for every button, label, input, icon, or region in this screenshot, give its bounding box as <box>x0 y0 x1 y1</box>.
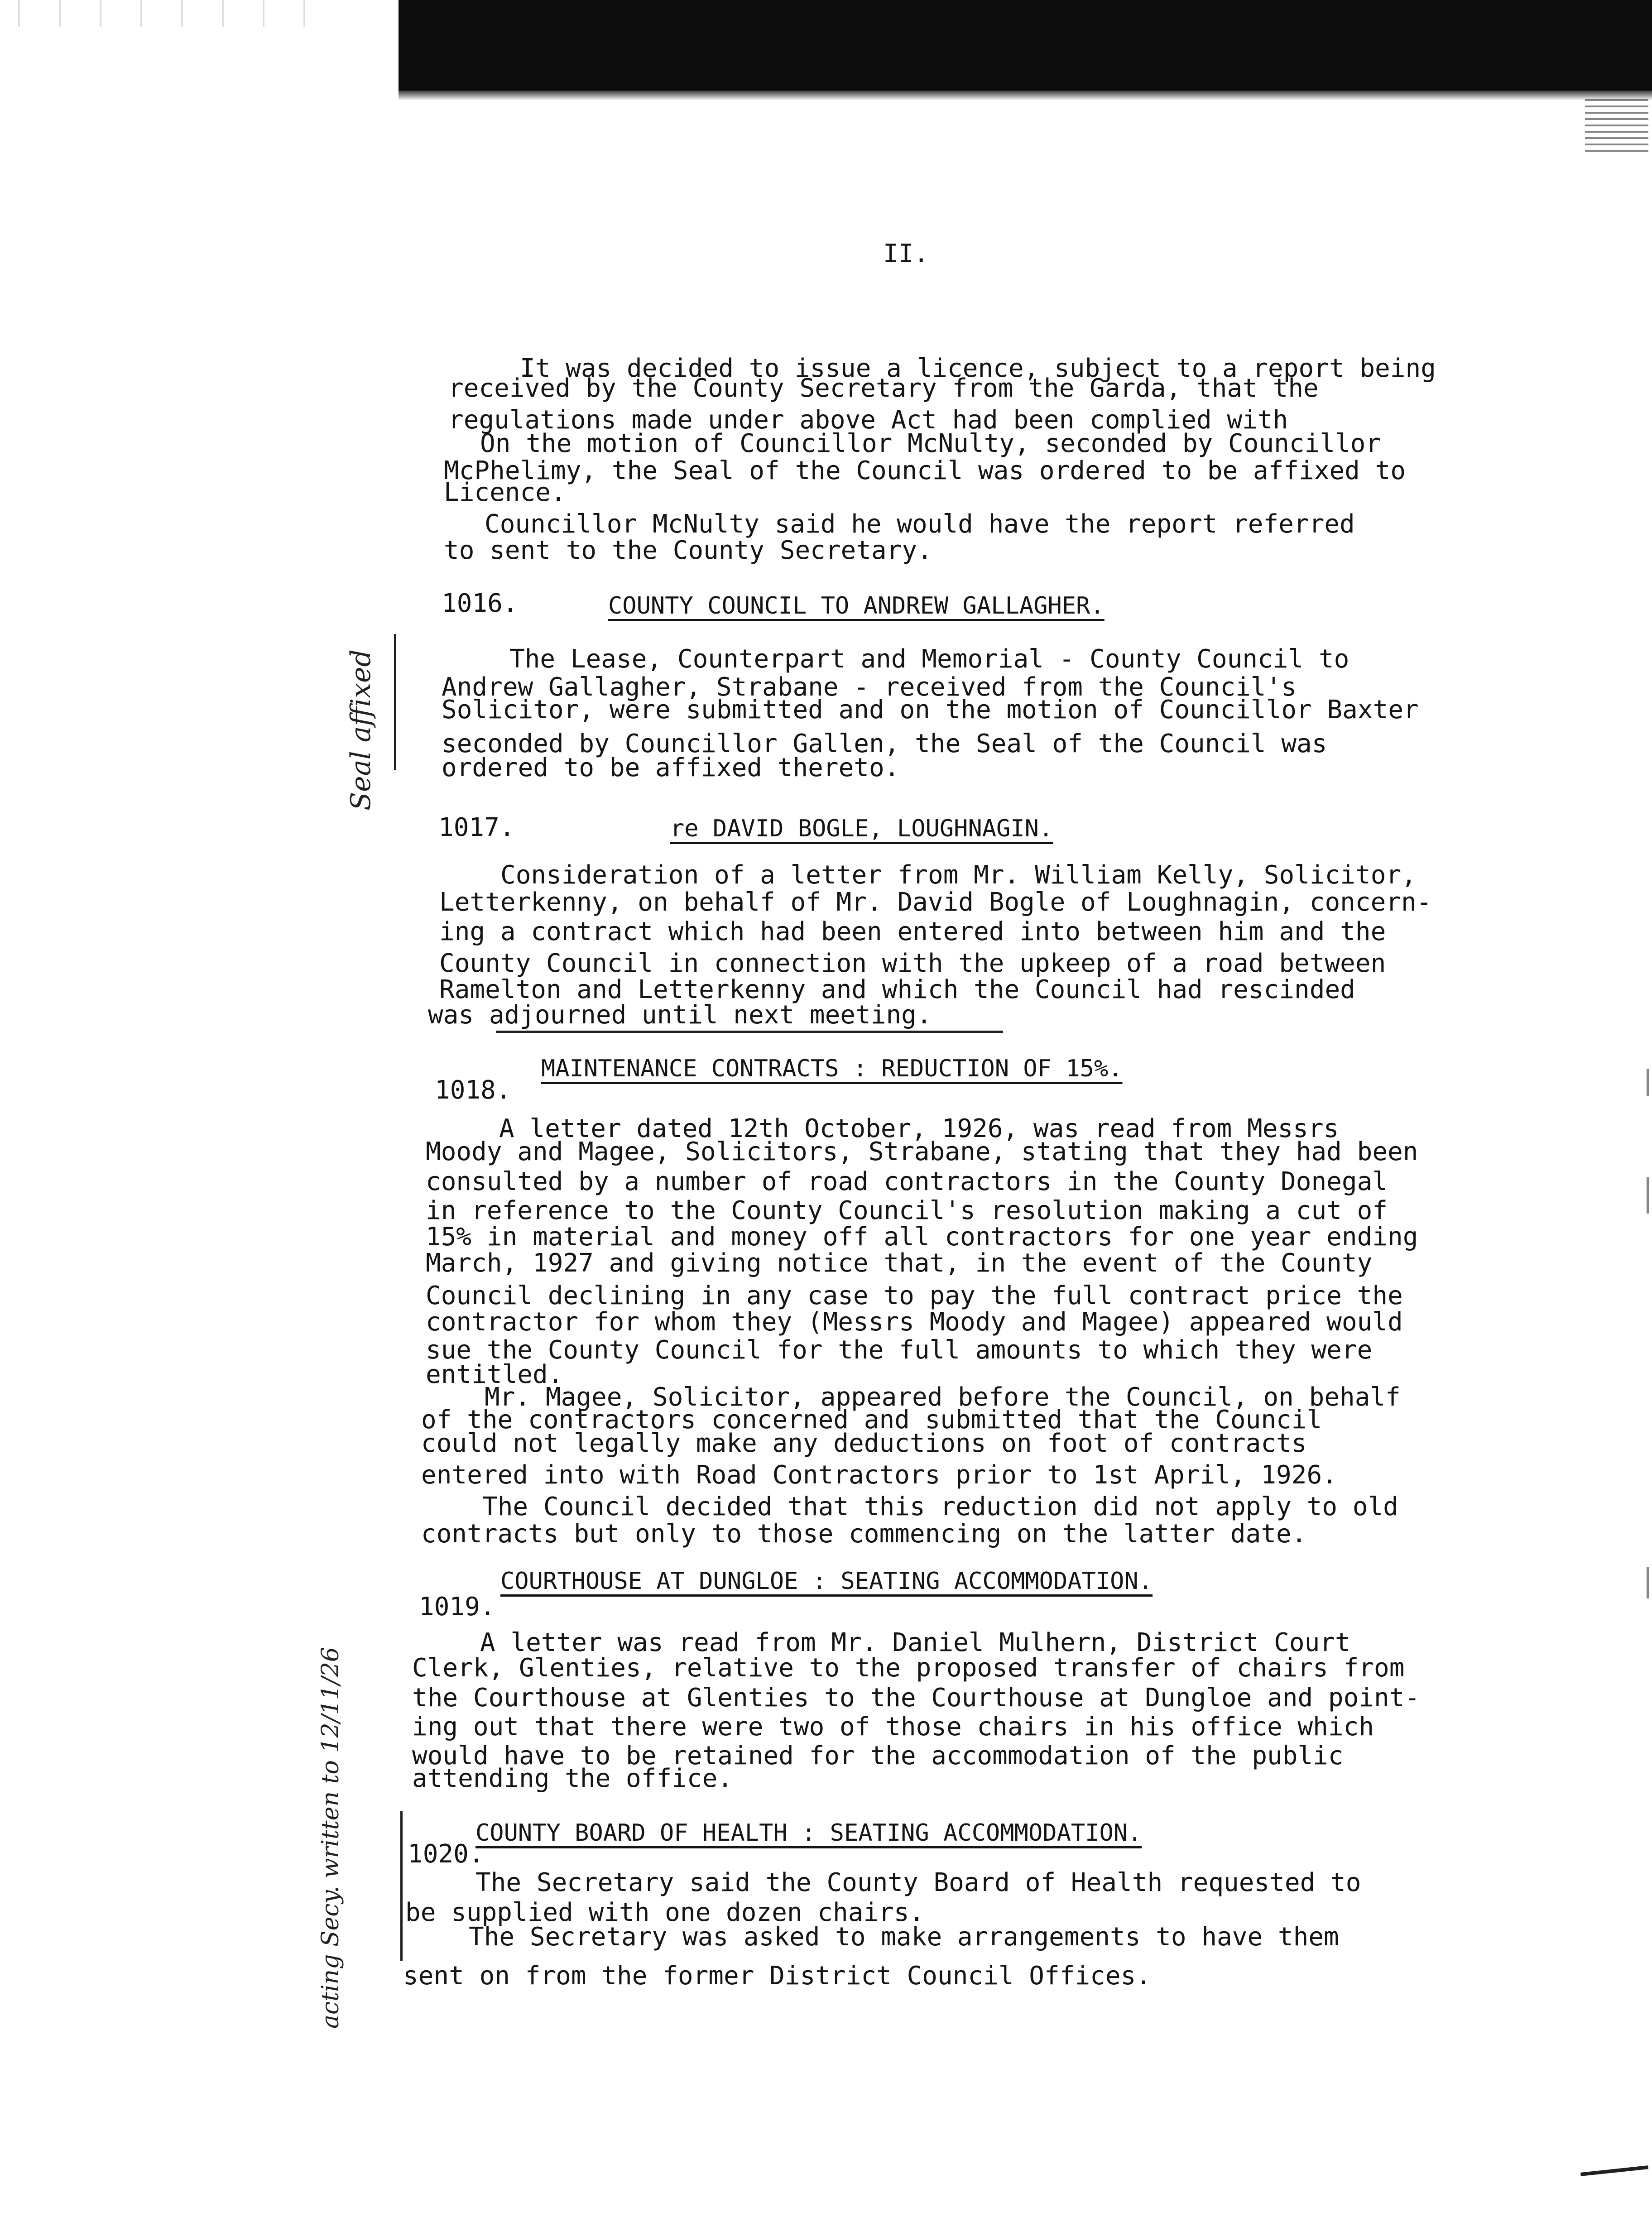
text-line: the Courthouse at Glenties to the Courthouse at Dungloe and point- <box>412 1683 1420 1713</box>
scan-edge-mark <box>1647 1567 1649 1598</box>
scan-top-border <box>399 0 1652 93</box>
margin-note-seal: Seal affixed <box>345 649 377 811</box>
scan-edge-mark <box>1647 1177 1649 1214</box>
text-line: Licence. <box>444 478 566 507</box>
text-line: entered into with Road Contractors prior to 1st April, 1926. <box>421 1460 1337 1490</box>
text-line: contractor for whom they (Messrs Moody and Magee) appeared would <box>426 1307 1403 1337</box>
minute-heading: COUNTY COUNCIL TO ANDREW GALLAGHER. <box>608 592 1105 619</box>
text-line: contracts but only to those commencing on the latter date. <box>421 1519 1307 1549</box>
scan-top-border-edge <box>399 91 1652 101</box>
text-line: The Council decided that this reduction did not apply to old <box>482 1492 1398 1521</box>
text-line: could not legally make any deductions on foot of contracts <box>421 1429 1307 1458</box>
text-line: The Secretary was asked to make arrangements to have them <box>469 1922 1339 1952</box>
text-line: consulted by a number of road contractors in the County Donegal <box>426 1167 1388 1196</box>
scan-corner-mark <box>1585 97 1648 152</box>
minute-number: 1018. <box>435 1075 511 1105</box>
text-line: McPhelimy, the Seal of the Council was ordered to be affixed to <box>444 456 1406 485</box>
text-line: of the contractors concerned and submitted that the Council <box>421 1405 1322 1435</box>
minute-heading: COUNTY BOARD OF HEALTH : SEATING ACCOMMODATION. <box>475 1819 1142 1847</box>
minute-number: 1020. <box>408 1839 484 1869</box>
text-line: March, 1927 and giving notice that, in the event of the County <box>426 1248 1373 1278</box>
text-line: Consideration of a letter from Mr. William Kelly, Solicitor, <box>500 860 1417 890</box>
text-line: Clerk, Glenties, relative to the proposed transfer of chairs from <box>412 1653 1405 1683</box>
minute-number: 1017. <box>438 813 515 842</box>
text-line: seconded by Councillor Gallen, the Seal of the Council was <box>442 729 1327 758</box>
text-line: County Council in connection with the upkeep of a road between <box>439 949 1386 978</box>
text-line: regulations made under above Act had been complied with <box>448 405 1288 435</box>
text-line: The Secretary said the County Board of Health requested to <box>475 1868 1361 1897</box>
text-line: On the motion of Councillor McNulty, seconded by Councillor <box>480 429 1381 458</box>
text-line: A letter was read from Mr. Daniel Mulhern, District Court <box>480 1628 1350 1657</box>
text-line: Moody and Magee, Solicitors, Strabane, stating that they had been <box>426 1137 1418 1166</box>
text-line: Mr. Magee, Solicitor, appeared before the Council, on behalf <box>485 1382 1401 1412</box>
scan-speckle <box>0 0 344 27</box>
margin-rule <box>400 1811 403 1961</box>
text-line: to sent to the County Secretary. <box>444 536 932 565</box>
minute-heading: MAINTENANCE CONTRACTS : REDUCTION OF 15%. <box>541 1055 1123 1082</box>
handwritten-underline <box>496 1031 1003 1033</box>
text-line: received by the County Secretary from the Garda, that the <box>448 374 1319 403</box>
text-line: entitled. <box>426 1360 563 1389</box>
minute-heading: re DAVID BOGLE, LOUGHNAGIN. <box>670 815 1053 842</box>
text-line: Andrew Gallagher, Strabane - received from the Council's <box>442 672 1297 702</box>
text-line: The Lease, Counterpart and Memorial - County Council to <box>509 644 1349 674</box>
text-line: ordered to be affixed thereto. <box>442 753 900 782</box>
margin-note-acting-secy: acting Secy. written to 12/11/26 <box>317 1647 344 2029</box>
text-line: Councillor McNulty said he would have the report referred <box>485 509 1355 539</box>
text-line: A letter dated 12th October, 1926, was read from Messrs <box>499 1114 1339 1143</box>
text-line: Council declining in any case to pay the full contract price the <box>426 1281 1403 1310</box>
text-line: would have to be retained for the accommodation of the public <box>412 1741 1344 1771</box>
text-line: in reference to the County Council's resolution making a cut of <box>426 1196 1388 1225</box>
text-line: was adjourned until next meeting. <box>428 1000 932 1030</box>
text-line: 15% in material and money off all contractors for one year ending <box>426 1222 1418 1252</box>
minute-number: 1016. <box>442 589 518 618</box>
text-line: sent on from the former District Council Offices. <box>403 1961 1152 1991</box>
text-line: It was decided to issue a licence, subject to a report being <box>520 354 1436 383</box>
text-line: Letterkenny, on behalf of Mr. David Bogle of Loughnagin, concern- <box>439 888 1432 917</box>
margin-rule <box>394 634 396 770</box>
text-line: ing a contract which had been entered into between him and the <box>439 917 1386 946</box>
text-line: attending the office. <box>412 1764 733 1793</box>
text-line: Ramelton and Letterkenny and which the Council had rescinded <box>439 975 1355 1004</box>
text-line: sue the County Council for the full amounts to which they were <box>426 1335 1373 1365</box>
page-number: II. <box>883 239 929 269</box>
minute-number: 1019. <box>419 1592 495 1622</box>
text-line: ing out that there were two of those chairs in his office which <box>412 1712 1374 1742</box>
minute-heading: COURTHOUSE AT DUNGLOE : SEATING ACCOMMODATION. <box>500 1568 1153 1595</box>
scan-corner-mark <box>1580 2165 1648 2176</box>
scan-edge-mark <box>1647 1069 1649 1096</box>
text-line: Solicitor, were submitted and on the motion of Councillor Baxter <box>442 695 1419 725</box>
text-line: be supplied with one dozen chairs. <box>405 1898 925 1927</box>
